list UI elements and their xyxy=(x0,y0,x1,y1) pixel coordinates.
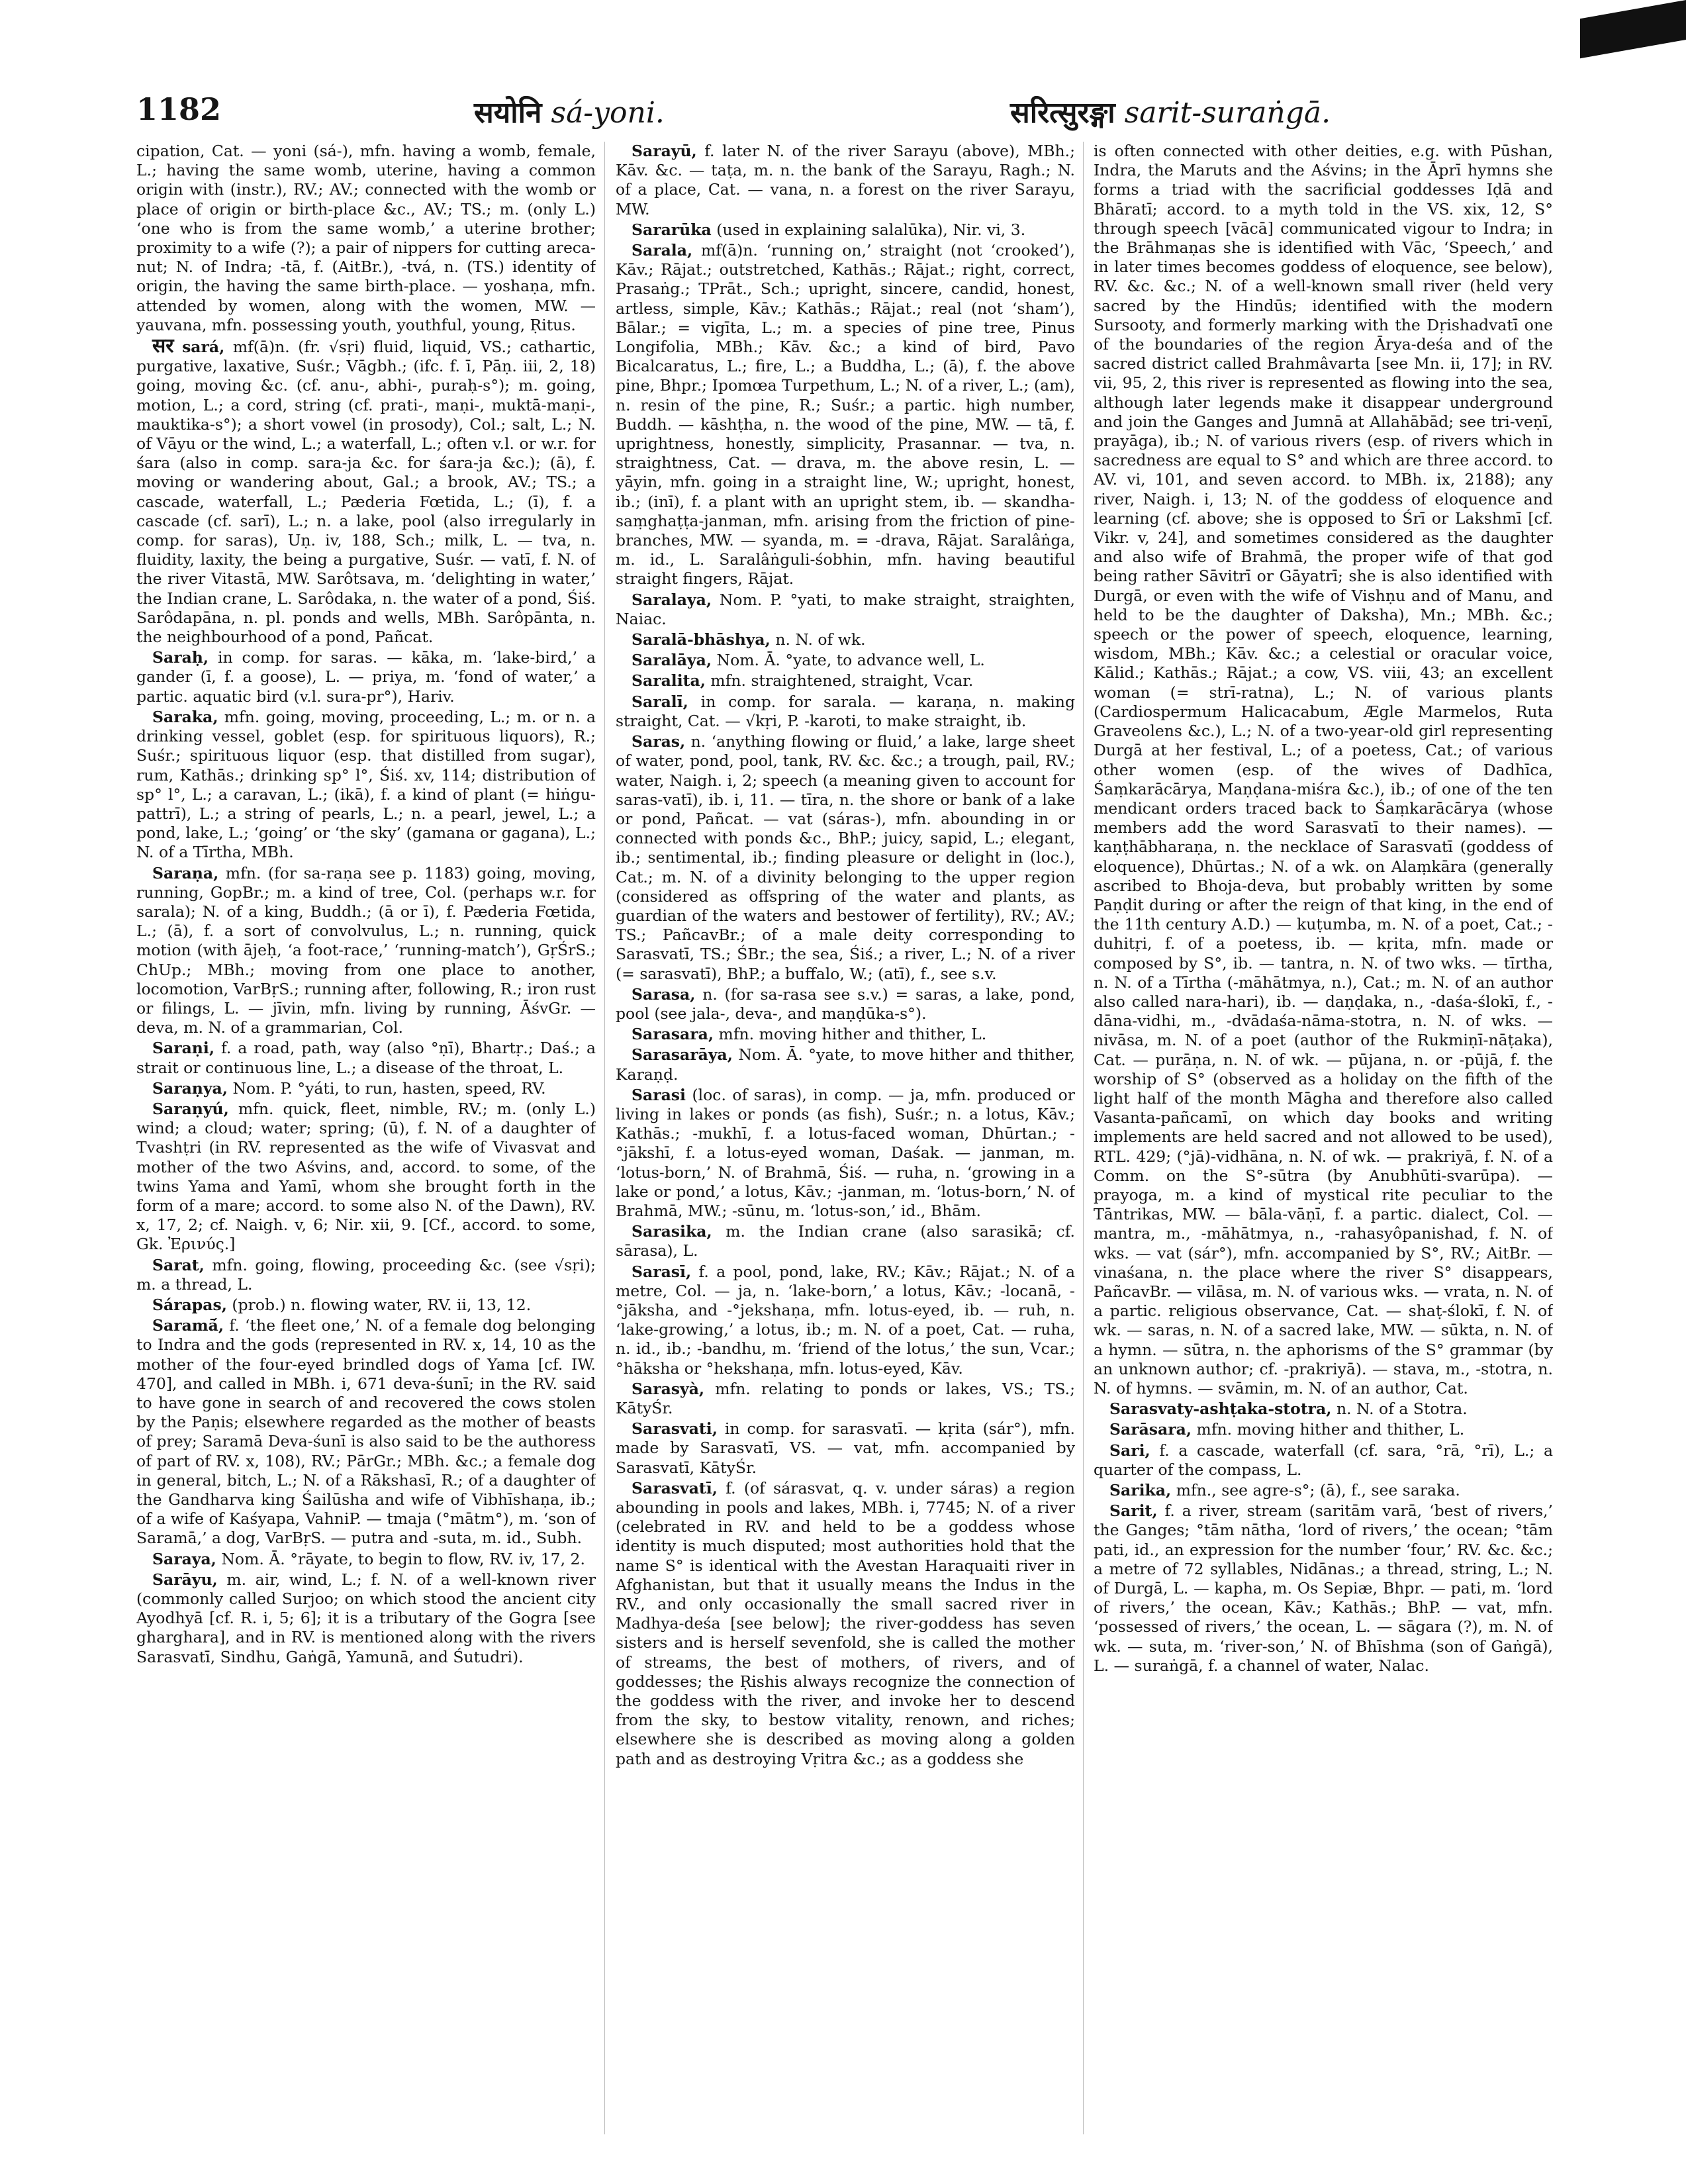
entry-headword: Sarāyu, xyxy=(152,1570,218,1589)
dictionary-entry xyxy=(136,1079,596,1098)
entry-headword: Sárapas, xyxy=(152,1295,227,1314)
dictionary-entry xyxy=(616,692,1075,731)
entry-headword: Saras, xyxy=(632,732,686,751)
entry-definition: Nom. Ā. °yate, to move hither and thither, Karaṇḍ. xyxy=(616,1045,1075,1084)
entry-definition: f. ‘the fleet one,’ N. of a female dog belonging to Indra and the gods (represented in RV. x, 14, 10 as the mother of the four-eyed brindled dogs of Yama [cf. IW. 470], and called in MBh. i, 671 deva-śunī; in the RV. said to have gone in search of and recovered the cows stolen by the Paṇis; elsewhere regarded as the mother of beasts of prey; Saramā Deva-śunī is also said to be the authoress of part of RV. x, 108), RV.; PārGr.; MBh. &c.; a female dog in general, bitch, L.; N. of a Rākshasī, R.; of a daughter of the Gandharva king Śailūsha and wife of Vibhīshaṇa, ib.; of a wife of Kaśyapa, VahniP. — tmaja (°mātm°), m. ‘son of Saramā,’ a dog, VarBṛS. — putra and -suta, m. id., Subh. xyxy=(136,1316,596,1548)
dictionary-entry xyxy=(616,1262,1075,1378)
entry-definition: mfn. moving hither and thither, L. xyxy=(1196,1420,1465,1439)
dictionary-entry xyxy=(1094,1441,1553,1480)
entry-headword: Saraṇya, xyxy=(152,1078,228,1098)
right-head-translit: sarit-suraṅgā. xyxy=(1124,96,1331,130)
entry-definition: Nom. Ā. °rāyate, to begin to flow, RV. iv, 17, 2. xyxy=(221,1549,585,1568)
dictionary-entry xyxy=(136,1039,596,1077)
entry-headword: Sarasika, xyxy=(632,1222,712,1241)
dictionary-entry xyxy=(616,630,1075,649)
dictionary-entry xyxy=(136,1256,596,1294)
entry-definition: mf(ā)n. ‘running on,’ straight (not ‘crooked’), Kāv.; Rājat.; outstretched, Kathās.; Rājat.; right, correct, Prasaṅg.; TPrāt., Sch.; upright, sincere, candid, honest, artless, simple, Kāv.; Kathās.; Rājat.; real (not ‘sham’), Bālar.; = vigīta, L.; m. a species of pine tree, Pinus Longifolia, MBh.; Kāv. &c.; a kind of bird, Pavo Bicalcaratus, L.; fire, L.; a Buddha, L.; (ā), f. the above pine, Bhpr.; Ipomœa Turpethum, L.; N. of a river, L.; (am), n. resin of the pine, R.; Suśr.; a partic. high number, Buddh. — kāshṭha, n. the wood of the pine, MW. — tā, f. uprightness, honestly, simplicity, Prasannar. — tva, n. straightness, Cat. — drava, m. the above resin, L. — yāyin, mfn. going in a straight line, W.; upright, honest, ib.; (inī), f. a plant with an upright stem, ib. — skandha-saṃghaṭṭa-janman, mfn. arising from the friction of pine-branches, MW. — syanda, m. = -drava, Rājat. Saralâṅga, m. id., L. Saralâṅguli-śobhin, mfn. having beautiful straight fingers, Rājat. xyxy=(616,241,1075,589)
dictionary-entry xyxy=(616,1479,1075,1769)
dictionary-entry xyxy=(136,1550,596,1569)
entry-definition: (prob.) n. flowing water, RV. ii, 13, 12. xyxy=(232,1295,532,1314)
entry-headword: Sarasarāya, xyxy=(632,1045,733,1065)
entry-headword: Sarala, xyxy=(632,241,693,260)
dictionary-entry xyxy=(616,732,1075,984)
entry-definition: in comp. for sarasvatī. — kṛita (sár°), mfn. made by Sarasvatī, VS. — vat, mfn. accompanied by Sarasvatī, KātyŚr. xyxy=(616,1419,1075,1477)
dictionary-entry xyxy=(616,985,1075,1023)
entry-definition: (used in explaining salalūka), Nir. vi, 3. xyxy=(716,220,1026,239)
entry-definition: f. later N. of the river Sarayu (above), MBh.; Kāv. &c. — taṭa, m. n. the bank of the Sarayu, Ragh.; N. of a place, Cat. — vana, n. a forest on the river Sarayu, MW. xyxy=(616,142,1075,218)
dictionary-entry xyxy=(136,864,596,1038)
dictionary-column-2 xyxy=(616,142,1075,2141)
dictionary-entry xyxy=(1094,1420,1553,1439)
entry-definition: cipation, Cat. — yoni (sá-), mfn. having a womb, female, L.; having the same womb, uterine, having a common origin with (instr.), RV.; AV.; connected with the womb or place of origin or birth-place &c., AV.; TS.; m. (only L.) ‘one who is from the same womb,’ a uterine brother; proximity to a wife (?); a pair of nippers for cutting areca-nut; N. of Indra; -tā, f. (AitBr.), -tvá, n. (TS.) identity of origin, the having the same birth-place. — yoshaṇa, mfn. attended by women, along with the women, MW. — yauvana, mfn. possessing youth, youthful, young, Ṛitus. xyxy=(136,142,596,334)
entry-headword: Saraka, xyxy=(152,707,218,726)
dictionary-entry xyxy=(616,142,1075,219)
entry-definition: Nom. Ā. °yate, to advance well, L. xyxy=(716,651,985,670)
dictionary-entry xyxy=(136,1570,596,1667)
entry-definition: in comp. for sarala. — karaṇa, n. making straight, Cat. — √kṛi, P. -karoti, to make straight, ib. xyxy=(616,692,1075,730)
entry-definition: is often connected with other deities, e.g. with Pūshan, Indra, the Maruts and the Aśvins; in the Āprī hymns she forms a triad with the sacrificial goddesses Iḍā and Bhāratī; accord. to a myth told in the VS. xix, 12, S° through speech [vācā] communicated vigour to Indra; in the Brāhmaṇas she is identified with Vāc, ‘Speech,’ and in later times becomes goddess of eloquence, see below), RV. &c. &c.; N. of a well-known small river (held very sacred by the Hindūs; identified with the modern Sursooty, and formerly marking with the Dṛishadvatī one of the boundaries of the region Ārya-deśa and of the sacred district called Brahmâvarta [see Mn. ii, 17]; in RV. vii, 95, 2, this river is represented as flowing into the sea, although later legends make it disappear underground and join the Ganges and Jumnā at Allahābād; see tri-veṇī, prayāga), ib.; N. of various rivers (esp. of rivers which in sacredness are equal to S° and which are three accord. to AV. vi, 101, and seven accord. to MBh. ix, 2188); any river, Naigh. i, 13; N. of the goddess of eloquence and learning (cf. above; she is opposed to Śrī or Lakshmī [cf. Vikr. v, 24], and sometimes considered as the daughter and also wife of Brahmā, the proper wife of that god being rather Sāvitrī or Gāyatrī; she is also identified with Durgā, or even with the wife of Vishṇu and of Manu, and held to be the daughter of Daksha), Mn.; MBh. &c.; speech or the power of speech, eloquence, learning, wisdom, MBh.; Kāv. &c.; a celestial or oracular voice, Kālid.; Kathās.; Rājat.; a cow, VS. viii, 43; an excellent woman (= strī-ratna), L.; N. of various plants (Cardiospermum Halicacabum, Ægle Marmelos, Ruta Graveolens &c.), L.; N. of a two-year-old girl representing Durgā at her festival, L.; of a poetess, Cat.; of various other women (esp. of the wives of Dadhīca, Śaṃkarācārya, Maṇḍana-miśra &c.), ib.; of one of the ten mendicant orders traced back to Śaṃkarācārya (whose members add the word Sarasvatī to their names). — kaṇṭhābharaṇa, n. the necklace of Sarasvatī (goddess of eloquence), Dhūrtas.; N. of a wk. on Alaṃkāra (generally ascribed to Bhoja-deva, but probably written by some Paṇḍit during or after the reign of that king, in the end of the 11th century A.D.) — kuṭumba, m. N. of a poet, Cat.; -duhitṛi, f. of a poetess, ib. — kṛita, mfn. made or composed by S°, ib. — tantra, n. N. of two wks. — tīrtha, n. N. of a Tīrtha (-māhātmya, n.), Cat.; m. N. of an author also called nara-hari), ib. — daṇḍaka, n., -daśa-ślokī, f., -dāna-vidhi, m., -dvādaśa-nāma-stotra, n. N. of wks. — nivāsa, m. N. of a poet (author of the Rukmiṇī-nāṭaka), Cat. — purāṇa, n. N. of wk. — pūjana, n. or -pūjā, f. the worship of S° (observed as a holiday on the fifth of the light half of the month Māgha and therefore also called Vasanta-pañcamī, on which day books and writing implements are held sacred and not allowed to be used), RTL. 429; (°jā)-vidhāna, n. N. of wk. — prakriyā, f. N. of a Comm. on the S°-sūtra (by Anubhūti-svarūpa). — prayoga, m. a kind of mystical rite peculiar to the Tāntrikas, MW. — bāla-vāṇī, f. a partic. dialect, Col. — mantra, m., -māhātmya, n., -rahasyôpanishad, f. N. of wks. — vat (sár°), mfn. accompanied by S°, RV.; AitBr. — vinaśana, n. the place where the river S° disappears, PañcavBr. — vilāsa, m. N. of various wks. — vrata, n. N. of a partic. religious observance, Cat. — shaṭ-ślokī, f. N. of wk. — saras, n. N. of a sacred lake, MW. — sūkta, n. N. of a hymn. — sūtra, n. the aphorisms of the S° grammar (by an unknown author; cf. -prakriyā). — stava, m., -stotra, n. N. of hymns. — svāmin, m. N. of an author, Cat. xyxy=(1094,142,1553,1398)
dictionary-entry xyxy=(1094,142,1553,1398)
entry-headword: Sarika, xyxy=(1109,1481,1172,1500)
entry-definition: mfn. going, flowing, proceeding &c. (see √sṛi); m. a thread, L. xyxy=(136,1255,596,1294)
entry-definition: mfn. going, moving, proceeding, L.; m. or n. a drinking vessel, goblet (esp. for spirituous liquors), R.; Suśr.; spirituous liquor (esp. that distilled from sugar), rum, Kathās.; drinking sp° l°, Śiś. xv, 114; distribution of sp° l°, L.; a caravan, L.; (ikā), f. a kind of plant (= hiṅgu-pattrī), L.; a string of pearls, L.; n. a pearl, jewel, L.; a pond, lake, L.; ‘going’ or ‘the sky’ (gamana or gagana), L.; N. of a Tīrtha, MBh. xyxy=(136,707,596,862)
entry-headword: Saralī, xyxy=(632,692,688,711)
entry-definition: mfn. (for sa-raṇa see p. 1183) going, moving, running, GopBr.; m. a kind of tree, Col. (perhaps w.r. for sarala); N. of a king, Buddh.; (ā or ī), f. Pæderia Fœtida, L.; (ā), f. a sort of convolvulus, L.; n. running, quick motion (with ājeḥ, ‘a foot-race,’ ‘running-match’), GṛŚrS.; ChUp.; MBh.; moving from one place to another, locomotion, VarBṛS.; running after, following, R.; iron rust or filings, L. — jīvin, mfn. living by running, ĀśvGr. — deva, m. N. of a grammarian, Col. xyxy=(136,863,596,1037)
dictionary-entry xyxy=(136,1296,596,1315)
entry-definition: n. ‘anything flowing or fluid,’ a lake, large sheet of water, pond, pool, tank, RV. &c. &c.; a trough, pail, RV.; water, Naigh. i, 2; speech (a meaning given to account for saras-vatī), ib. i, 11. — tīra, n. the shore or bank of a lake or pond, Pañcat. — vat (sáras-), mfn. abounding in or connected with ponds &c., BhP.; juicy, sapid, L.; elegant, ib.; sentimental, ib.; finding pleasure or delight in (loc.), Cat.; m. N. of a divinity belonging to the upper region (considered as offspring of the water and plants, as guardian of the waters and bestower of fertility), RV.; AV.; TS.; PañcavBr.; of a male deity corresponding to Sarasvatī, TS.; ŚBr.; the sea, Śiś.; a river, L.; N. of a river (= sarasvatī), BhP.; a buffalo, W.; (atī), f., see s.v. xyxy=(616,732,1075,983)
entry-headword: Saraṇa, xyxy=(152,863,219,882)
dictionary-entry xyxy=(616,1086,1075,1221)
dictionary-entry xyxy=(616,651,1075,670)
dictionary-entry xyxy=(616,1419,1075,1478)
entry-headword: Sarasvati, xyxy=(632,1419,718,1439)
dictionary-entry xyxy=(616,1380,1075,1418)
entry-devanagari: सर xyxy=(152,334,174,358)
entry-headword: Sarasara, xyxy=(632,1025,714,1044)
entry-definition: m. the Indian crane (also sarasikā; cf. sārasa), L. xyxy=(616,1222,1075,1260)
entry-definition: Nom. P. °yati, to make straight, straighten, Naiac. xyxy=(616,590,1075,628)
entry-headword: Sarasyà, xyxy=(632,1379,705,1398)
entry-headword: sará, xyxy=(182,338,225,357)
dictionary-entry xyxy=(616,1045,1075,1084)
column-divider xyxy=(1083,142,1084,2134)
entry-definition: (loc. of saras), in comp. — ja, mfn. produced or living in lakes or ponds (as fish), Suśr.; n. a lotus, Kāv.; Kathās.; -mukhī, f. a lotus-faced woman, Dhūrtan.; -°jākshī, f. a lotus-eyed woman, Daśak. — janman, m. ‘lotus-born,’ N. of Brahmā, Śiś. — ruha, n. ‘growing in a lake or pond,’ a lotus, Kāv.; -janman, m. ‘lotus-born,’ N. of Brahmā, MW.; -sūnu, m. ‘lotus-son,’ id., Bhām. xyxy=(616,1085,1075,1220)
dictionary-entry xyxy=(136,336,596,647)
entry-headword: Sararūka xyxy=(632,220,712,239)
entry-definition: mfn. straightened, straight, Vcar. xyxy=(710,671,974,690)
entry-headword: Saraṇi, xyxy=(152,1039,214,1058)
entry-definition: n. N. of a Stotra. xyxy=(1336,1400,1468,1419)
dictionary-entry xyxy=(136,142,596,335)
scan-corner-shadow xyxy=(1580,0,1686,58)
dictionary-entry xyxy=(136,1316,596,1548)
entry-definition: f. a river, stream (saritām varā, ‘best of rivers,’ the Ganges; °tām nātha, ‘lord of rivers,’ the ocean; °tām pati, id., an expression for the number ‘four,’ RV. &c. &c.; a metre of 72 syllables, Nidānas.; a thread, string, L.; N. of Durgā, L. — kapha, m. Os Sepiæ, Bhpr. — pati, m. ‘lord of rivers,’ the ocean, Kāv.; Kathās.; BhP. — vat, mfn. ‘possessed of rivers,’ the ocean, L. — sāgara (?), m. N. of wk. — suta, m. ‘river-son,’ N. of Bhīshma (son of Gaṅgā), L. — suraṅgā, f. a channel of water, Nalac. xyxy=(1094,1501,1553,1675)
dictionary-entry xyxy=(616,220,1075,240)
entry-headword: Sarit, xyxy=(1109,1501,1158,1521)
page-number: 1182 xyxy=(136,91,222,127)
dictionary-entry xyxy=(616,241,1075,589)
entry-headword: Sarasvatī, xyxy=(632,1478,718,1497)
entry-definition: f. (of sárasvat, q. v. under sáras) a region abounding in pools and lakes, MBh. i, 7745; N. of a river (celebrated in RV. and held to be a goddess whose identity is much disputed; most authorities hold that the name S° is identical with the Avestan Haraquaiti river in Afghanistan, but that it usually means the Indus in the RV., and only occasionally the small sacred river in Madhya-deśa [see below]; the river-goddess has seven sisters and is herself sevenfold, she is called the mother of streams, the best of mothers, of rivers, and of goddesses; the Ṛishis always recognize the connection of the goddess with the river, and invoke her to descend from the sky, to bestow vitality, renown, and riches; elsewhere she is described as moving along a golden path and as destroying Vṛitra &c.; as a goddess she xyxy=(616,1478,1075,1768)
entry-definition: mfn. moving hither and thither, L. xyxy=(718,1025,987,1044)
entry-headword: Sarat, xyxy=(152,1255,205,1274)
column-divider xyxy=(604,142,605,2134)
entry-headword: Saralaya, xyxy=(632,590,712,609)
entry-definition: mfn. relating to ponds or lakes, VS.; TS.; KātyŚr. xyxy=(616,1379,1075,1417)
dictionary-entry xyxy=(136,1100,596,1255)
left-head-translit: sá-yoni. xyxy=(551,96,665,130)
dictionary-column-1 xyxy=(136,142,596,2141)
entry-definition: mf(ā)n. (fr. √sṛi) fluid, liquid, VS.; cathartic, purgative, laxative, Suśr.; Vāgbh.; (ifc. f. ī, Pāṇ. iii, 2, 18) going, moving &c. (cf. anu-, abhi-, puraḥ-s°); m. going, motion, L.; a cord, string (cf. prati-, maṇi-, muktā-maṇi-, mauktika-s°); a short vowel (in prosody), Col.; salt, L.; N. of Vāyu or the wind, L.; a waterfall, L.; often v.l. or w.r. for śara (also in comp. sara-ja &c. for śara-ja &c.); (ā), f. moving or wandering about, Gal.; a brook, AV.; TS.; a cascade, waterfall, L.; Pæderia Fœtida, L.; (ī), f. a cascade (cf. sarī), L.; n. a lake, pool (also irregularly in comp. for saras), Uṇ. iv, 188, Sch.; milk, L. — tva, n. fluidity, laxity, the being a purgative, Suśr. — vatī, f. N. of the river Vitastā, MW. Sarôtsava, m. ‘delighting in water,’ the Indian crane, L. Sarôdaka, n. the water of a pond, Śiś. Sarôdapāna, n. pl. ponds and wells, MBh. Sarôpānta, n. the neighbourhood of a pond, Pañcat. xyxy=(136,338,596,647)
entry-headword: Saraṇyú, xyxy=(152,1099,229,1118)
dictionary-entry xyxy=(616,671,1075,690)
entry-headword: Sarāsara, xyxy=(1109,1420,1192,1439)
entry-definition: in comp. for saras. — kāka, m. ‘lake-bird,’ a gander (ī, f. a goose), L. — priya, m. ‘fond of water,’ a partic. aquatic bird (v.l. sura-pr°), Hariv. xyxy=(136,648,596,706)
dictionary-entry xyxy=(136,708,596,863)
entry-headword: Sarayū, xyxy=(632,142,697,160)
entry-definition: m. air, wind, L.; f. N. of a well-known river (commonly called Surjoo; on which stood the ancient city Ayodhyā [cf. R. i, 5; 6]; it is a tributary of the Gogra [see gharghara], and in RV. is mentioned along with the rivers Sarasvatī, Sindhu, Gaṅgā, Yamunā, and Śutudri). xyxy=(136,1570,596,1666)
entry-definition: f. a cascade, waterfall (cf. sara, °rā, °rī), L.; a quarter of the compass, L. xyxy=(1094,1441,1553,1479)
page-header xyxy=(136,91,1599,138)
entry-definition: f. a road, path, way (also °ṇī), Bhartṛ.; Daś.; a strait or continuous line, L.; a disease of the throat, L. xyxy=(136,1039,596,1077)
entry-headword: Saraḥ, xyxy=(152,648,209,667)
dictionary-column-3 xyxy=(1094,142,1553,2141)
entry-headword: Sari, xyxy=(1109,1441,1150,1460)
dictionary-entry xyxy=(1094,1501,1553,1676)
entry-definition: n. (for sa-rasa see s.v.) = saras, a lake, pond, pool (see jala-, deva-, and maṇḍūka-s°). xyxy=(616,984,1075,1023)
entry-definition: mfn., see agre-s°; (ā), f., see saraka. xyxy=(1176,1481,1460,1500)
dictionary-entry xyxy=(616,1025,1075,1044)
entry-headword: Saralā-bhāshya, xyxy=(632,630,771,649)
entry-headword: Sarasvaty-ashṭaka-stotra, xyxy=(1109,1400,1332,1419)
right-running-head xyxy=(1010,91,1331,131)
entry-headword: Sarasa, xyxy=(632,984,696,1004)
entry-headword: Sarasi xyxy=(632,1085,686,1104)
entry-headword: Sarasī, xyxy=(632,1262,692,1281)
entry-definition: mfn. quick, fleet, nimble, RV.; m. (only L.) wind; a cloud; water; spring; (ū), f. N. of a daughter of Tvashṭri (in RV. represented as the wife of Vivasvat and mother of the two Aśvins, and, accord. to some, of the twins Yama and Yamī, whom she brought forth in the form of a mare; accord. to some also N. of the Dawn), RV. x, 17, 2; cf. Naigh. v, 6; Nir. xii, 9. [Cf., accord. to some, Gk. Ἐρινύς.] xyxy=(136,1099,596,1254)
dictionary-entry xyxy=(616,591,1075,629)
dictionary-entry xyxy=(616,1222,1075,1260)
entry-definition: Nom. P. °yáti, to run, hasten, speed, RV. xyxy=(232,1078,546,1098)
entry-definition: n. N. of wk. xyxy=(775,630,866,649)
left-running-head xyxy=(474,91,665,131)
dictionary-entry xyxy=(136,648,596,706)
right-head-devanagari: सरित्सुरङ्गा xyxy=(1010,96,1115,130)
entry-headword: Saralita, xyxy=(632,671,706,690)
entry-headword: Saraya, xyxy=(152,1549,216,1568)
dictionary-entry xyxy=(1094,1481,1553,1500)
dictionary-entry xyxy=(1094,1400,1553,1419)
entry-headword: Saramā́, xyxy=(152,1316,224,1335)
entry-definition: f. a pool, pond, lake, RV.; Kāv.; Rājat.; N. of a metre, Col. — ja, n. ‘lake-born,’ a lotus, Kāv.; -locanā, -°jāksha, and -°jekshaṇa, mfn. lotus-eyed, ib. — ruh, n. ‘lake-growing,’ a lotus, ib.; m. N. of a poet, Cat. — ruha, n. id., ib.; -bandhu, m. ‘friend of the lotus,’ the sun, Vcar.; °hāksha or °hekshaṇa, mfn. lotus-eyed, Kāv. xyxy=(616,1262,1075,1378)
entry-headword: Saralāya, xyxy=(632,651,712,670)
left-head-devanagari: सयोनि xyxy=(474,96,542,130)
